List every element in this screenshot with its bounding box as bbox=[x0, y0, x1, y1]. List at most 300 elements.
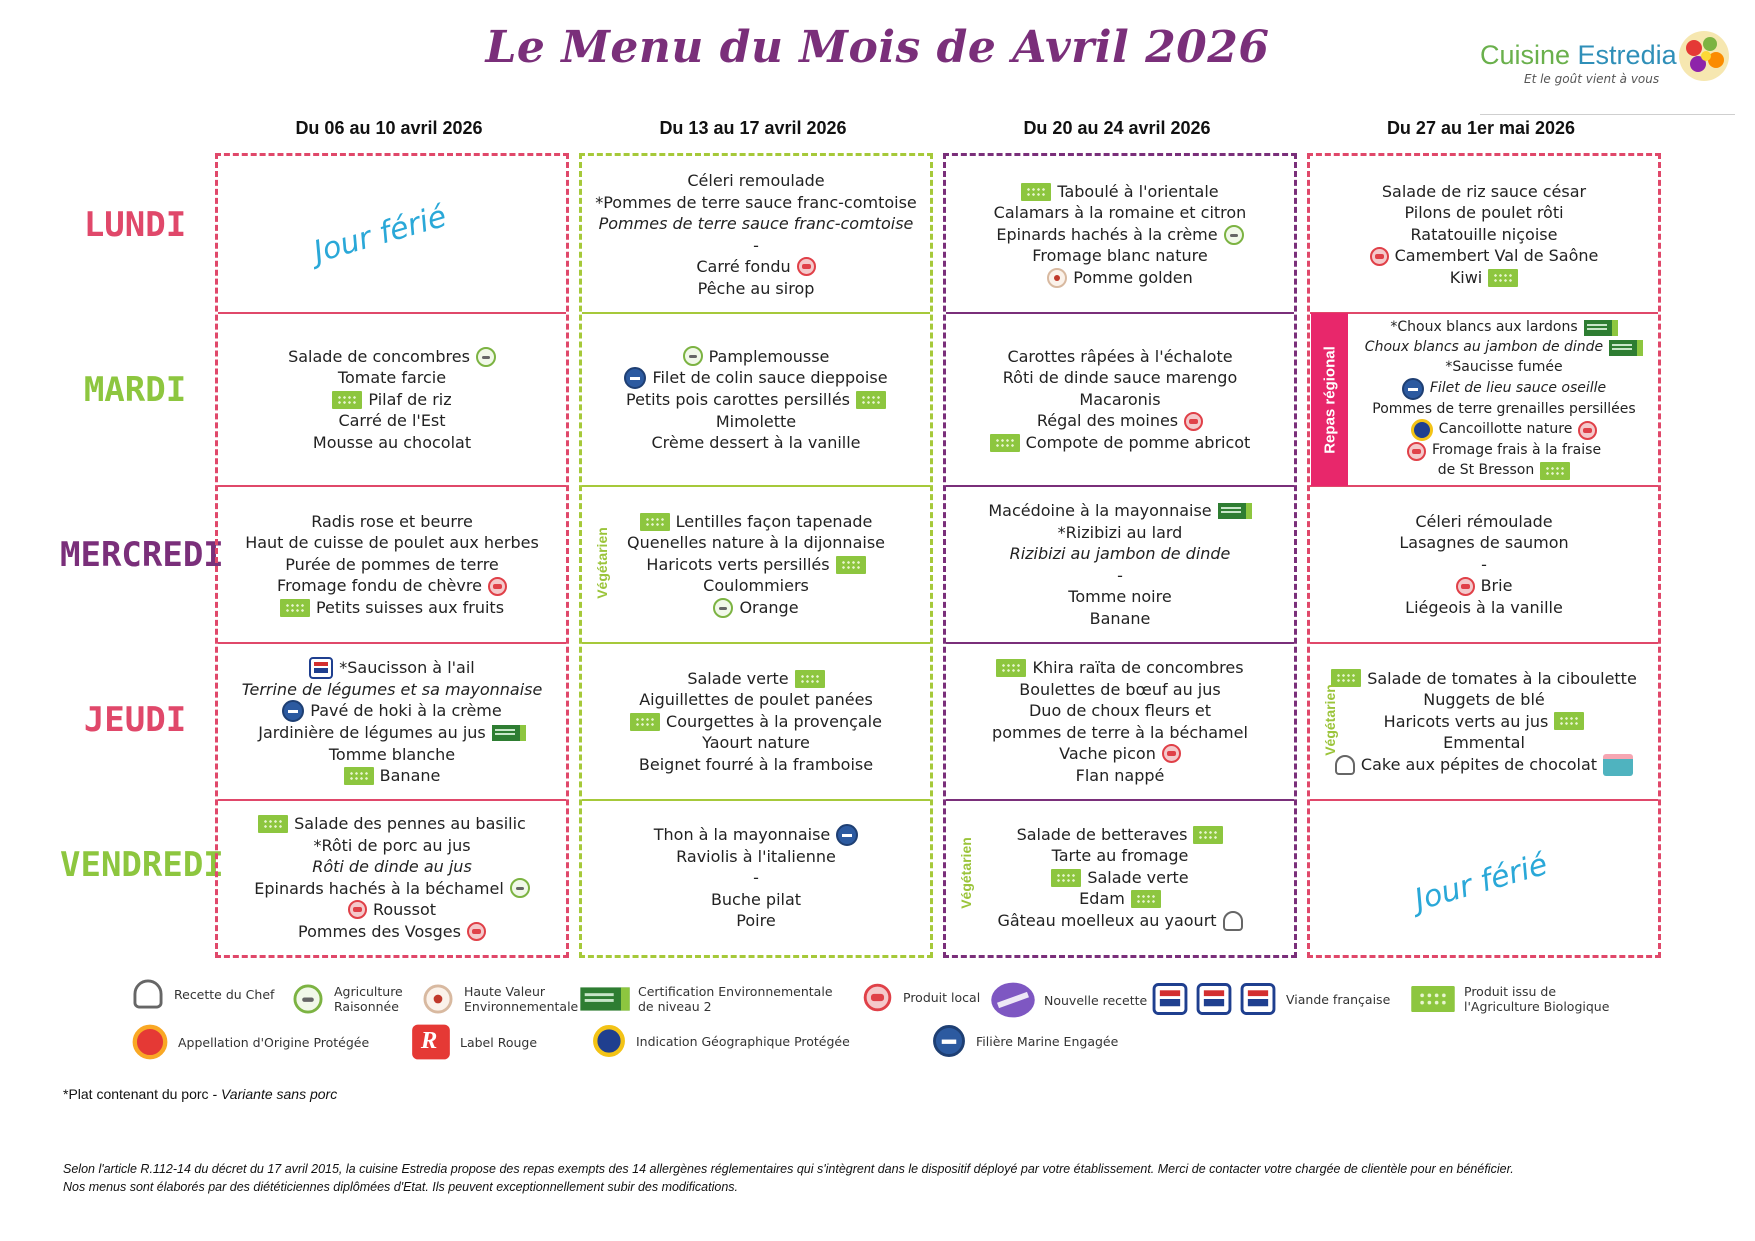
menu-item bbox=[329, 744, 455, 766]
menu-item-label: Beignet fourré à la framboise bbox=[638, 754, 874, 774]
menu-item bbox=[640, 511, 873, 533]
filiere-marine-icon bbox=[624, 367, 646, 389]
menu-item bbox=[676, 846, 836, 868]
menu-item-label: *Saucisson à l'ail bbox=[339, 657, 475, 677]
bio-icon bbox=[258, 815, 288, 833]
menu-item-label: *Rôti de porc au jus bbox=[313, 835, 471, 855]
menu-item bbox=[696, 256, 815, 278]
menu-item-label: Régal des moines bbox=[1036, 411, 1179, 431]
menu-item-label: Calamars à la romaine et citron bbox=[993, 203, 1247, 223]
menu-item-label: Salade des pennes au basilic bbox=[294, 814, 526, 833]
certification-env-icon bbox=[1218, 503, 1252, 519]
menu-item-label: Salade de riz sauce césar bbox=[1381, 181, 1587, 201]
menu-item bbox=[1010, 543, 1231, 565]
menu-item bbox=[1076, 765, 1165, 787]
menu-item-label: Salade verte bbox=[1087, 867, 1189, 887]
menu-cell-w2-mercredi bbox=[582, 486, 930, 643]
menu-item bbox=[344, 765, 441, 787]
legend-item bbox=[590, 1030, 850, 1052]
menu-item-label: - bbox=[753, 868, 759, 887]
menu-item-label: - bbox=[1117, 565, 1123, 585]
week-header-1: Du 06 au 10 avril 2026 bbox=[295, 118, 483, 138]
menu-item-label: Thon à la mayonnaise bbox=[653, 824, 831, 844]
menu-cell-w4-jeudi bbox=[1310, 643, 1658, 800]
day-label-mardi: MARDI bbox=[83, 370, 187, 410]
menu-item bbox=[1335, 754, 1633, 776]
menu-item-label: Salade verte bbox=[687, 668, 789, 688]
menu-cell-w4-lundi bbox=[1310, 156, 1658, 313]
menu-item-label: pommes de terre à la béchamel bbox=[992, 722, 1248, 742]
bio-icon bbox=[836, 556, 866, 574]
filiere-marine-icon bbox=[836, 824, 858, 846]
menu-item bbox=[1481, 554, 1487, 576]
legend-label: Recette du Chef bbox=[174, 986, 275, 1002]
menu-item-label: Camembert Val de Saône bbox=[1394, 246, 1599, 266]
menu-item bbox=[1037, 410, 1203, 432]
menu-item bbox=[1090, 608, 1151, 630]
bio-icon bbox=[1554, 712, 1584, 730]
menu-item bbox=[627, 532, 885, 554]
menu-item-label: Pommes de terre grenailles persillées bbox=[1372, 400, 1636, 417]
menu-item-label: Pommes des Vosges bbox=[298, 921, 461, 941]
certification-env-icon bbox=[1584, 320, 1618, 336]
legend-item bbox=[130, 1030, 369, 1054]
menu-item-label: Fromage fondu de chèvre bbox=[277, 576, 482, 596]
bio-icon bbox=[1021, 183, 1051, 201]
bio-icon bbox=[795, 670, 825, 688]
menu-item bbox=[1456, 575, 1513, 597]
menu-item-label: Poire bbox=[736, 911, 776, 930]
menu-item bbox=[1047, 267, 1193, 289]
menu-item-label: Cancoillotte nature bbox=[1438, 421, 1573, 438]
menu-item-label: Aiguillettes de poulet panées bbox=[639, 690, 873, 710]
menu-item bbox=[280, 597, 504, 619]
menu-item-label: Ratatouille niçoise bbox=[1410, 224, 1558, 244]
menu-item-label: Purée de pommes de terre bbox=[285, 554, 499, 574]
menu-item bbox=[1059, 743, 1181, 765]
bio-icon bbox=[280, 599, 310, 617]
legend-item bbox=[990, 988, 1147, 1012]
menu-item-label: Compote de pomme abricot bbox=[1025, 432, 1251, 452]
bio-icon bbox=[344, 767, 374, 785]
page-title: Le Menu du Mois de Avril 2026 bbox=[485, 22, 1270, 73]
menu-item-label: Filet de lieu sauce oseille bbox=[1429, 379, 1607, 396]
menu-item bbox=[1058, 522, 1183, 544]
menu-item-label: Orange bbox=[739, 597, 799, 617]
menu-item-label: Roussot bbox=[372, 900, 437, 919]
menu-item-label: Fromage blanc nature bbox=[1032, 246, 1208, 266]
produit-local-icon bbox=[1407, 442, 1426, 461]
aop-icon bbox=[133, 1025, 168, 1060]
menu-item bbox=[626, 389, 886, 411]
menu-item bbox=[313, 835, 470, 857]
menu-item-label: Yaourt nature bbox=[702, 733, 810, 753]
menu-item-label: Haricots verts au jus bbox=[1383, 711, 1549, 731]
menu-item bbox=[1445, 358, 1562, 378]
menu-item-label: Taboulé à l'orientale bbox=[1057, 181, 1219, 201]
filiere-marine-icon bbox=[933, 1025, 965, 1057]
legend-label: Certification Environnementale de niveau 2 bbox=[638, 984, 833, 1014]
menu-item bbox=[716, 411, 796, 433]
menu-item bbox=[1068, 586, 1171, 608]
menu-item bbox=[332, 389, 451, 411]
menu-item bbox=[997, 910, 1242, 932]
menu-item-label: Céleri remoulade bbox=[687, 171, 825, 190]
menu-item bbox=[1019, 679, 1220, 701]
menu-item-label: Pommes de terre sauce franc-comtoise bbox=[598, 214, 914, 233]
menu-item bbox=[282, 700, 501, 722]
menu-item-label: Khira raïta de concombres bbox=[1032, 658, 1244, 677]
certification-env-icon bbox=[580, 987, 629, 1010]
week-header-4: Du 27 au 1er mai 2026 bbox=[1386, 118, 1576, 138]
menu-item bbox=[1032, 245, 1207, 267]
legend-label: Nouvelle recette bbox=[1044, 992, 1148, 1008]
menu-item-label: Epinards hachés à la béchamel bbox=[254, 878, 504, 898]
menu-item bbox=[654, 824, 859, 846]
menu-item-label: Salade de betteraves bbox=[1016, 824, 1188, 844]
menu-item bbox=[639, 754, 873, 776]
logo-brand: Cuisine Estredia bbox=[1480, 40, 1677, 70]
menu-item bbox=[1079, 389, 1160, 411]
legend-item bbox=[1410, 984, 1609, 1014]
produit-local-icon bbox=[1370, 247, 1389, 266]
menu-item bbox=[288, 346, 496, 368]
day-label-mercredi: MERCREDI bbox=[60, 535, 224, 575]
indication-geo-icon bbox=[593, 1025, 625, 1057]
indication-geo-icon bbox=[1411, 419, 1433, 441]
cake-icon bbox=[1603, 754, 1633, 776]
menu-item-label: Rôti de dinde au jus bbox=[312, 857, 472, 876]
bio-icon bbox=[1131, 890, 1161, 908]
menu-item-label: *Pommes de terre sauce franc-comtoise bbox=[595, 192, 917, 212]
logo-basket-icon bbox=[1676, 28, 1732, 84]
day-label-jeudi: JEUDI bbox=[83, 700, 187, 740]
menu-item-label: Liégeois à la vanille bbox=[1405, 597, 1563, 617]
menu-item bbox=[996, 657, 1243, 679]
legend-item bbox=[580, 984, 833, 1014]
menu-item-label: *Saucisse fumée bbox=[1445, 358, 1563, 375]
produit-local-icon bbox=[797, 257, 816, 276]
menu-item-label: Nuggets de blé bbox=[1423, 690, 1545, 709]
menu-item-label: Buche pilat bbox=[710, 889, 802, 909]
menu-item bbox=[312, 856, 472, 878]
recette-du-chef-icon bbox=[134, 980, 163, 1009]
produit-local-icon bbox=[348, 900, 367, 919]
menu-cell-w4-mercredi bbox=[1310, 486, 1658, 643]
menu-item bbox=[599, 213, 914, 235]
menu-item-label: Quenelles nature à la dijonnaise bbox=[626, 533, 885, 553]
produit-local-icon bbox=[1184, 412, 1203, 431]
bio-icon bbox=[1488, 269, 1518, 287]
logo bbox=[1480, 24, 1735, 104]
vegetarien-tag-w3-vendredi: Végétarien bbox=[958, 837, 974, 909]
menu-item-label: Epinards hachés à la crème bbox=[996, 224, 1218, 244]
menu-item bbox=[298, 921, 486, 943]
menu-cell-w1-mardi bbox=[218, 313, 566, 486]
haute-valeur-env-icon bbox=[1047, 268, 1067, 288]
legend-label: Viande française bbox=[1286, 991, 1391, 1007]
menu-item-label: Courgettes à la provençale bbox=[666, 711, 882, 731]
menu-item-label: Edam bbox=[1079, 889, 1125, 909]
menu-item bbox=[1021, 181, 1218, 203]
menu-item-label: Coulommiers bbox=[703, 576, 809, 596]
menu-item-label: Kiwi bbox=[1449, 267, 1483, 287]
menu-item-label: *Choux blancs aux lardons bbox=[1390, 319, 1578, 336]
agriculture-raisonnee-icon bbox=[683, 346, 703, 366]
menu-item-label: Mimolette bbox=[715, 411, 797, 431]
menu-item bbox=[1370, 245, 1599, 267]
menu-item-label: Lentilles façon tapenade bbox=[675, 511, 873, 531]
menu-item-label: Pilons de poulet rôti bbox=[1404, 203, 1564, 223]
day-label-vendredi: VENDREDI bbox=[60, 845, 224, 885]
menu-item-label: Petits suisses aux fruits bbox=[315, 597, 505, 617]
menu-item-label: Pavé de hoki à la crème bbox=[310, 701, 502, 721]
menu-item bbox=[736, 910, 775, 932]
menu-item bbox=[992, 722, 1248, 744]
menu-item-label: Pomme golden bbox=[1073, 267, 1193, 287]
agriculture-raisonnee-icon bbox=[713, 598, 733, 618]
menu-item bbox=[1443, 732, 1525, 754]
menu-item-label: de St Bresson bbox=[1437, 462, 1535, 479]
menu-item bbox=[311, 511, 473, 533]
menu-item-label: Gâteau moelleux au yaourt bbox=[997, 910, 1217, 930]
week-header-2: Du 13 au 17 avril 2026 bbox=[659, 118, 847, 138]
menu-item bbox=[1399, 532, 1568, 554]
menu-item-label: Brie bbox=[1480, 576, 1513, 596]
jour-ferie-w1-lundi: Jour férié bbox=[309, 198, 451, 271]
legend-item bbox=[410, 1030, 537, 1054]
menu-item-label: Cake aux pépites de chocolat bbox=[1360, 754, 1598, 774]
menu-item bbox=[1003, 367, 1237, 389]
menu-item-label: Boulettes de bœuf au jus bbox=[1019, 679, 1221, 699]
legend-label: Indication Géographique Protégée bbox=[636, 1033, 850, 1049]
menu-item-label: Céleri rémoulade bbox=[1415, 511, 1553, 531]
menu-item bbox=[1331, 668, 1637, 690]
menu-item-label: Haricots verts persillés bbox=[646, 554, 830, 574]
menu-item bbox=[630, 711, 882, 733]
menu-item-label: Carré fondu bbox=[696, 257, 791, 276]
viande-francaise-icon bbox=[1241, 983, 1276, 1015]
legend-item bbox=[1150, 988, 1390, 1010]
legend-label: Appellation d'Origine Protégée bbox=[178, 1034, 370, 1050]
menu-item bbox=[1079, 888, 1161, 910]
day-label-lundi: LUNDI bbox=[83, 205, 187, 245]
menu-cell-w1-mercredi bbox=[218, 486, 566, 643]
menu-cell-w1-vendredi bbox=[218, 800, 566, 955]
menu-item bbox=[1382, 181, 1586, 203]
menu-item bbox=[1407, 441, 1601, 461]
menu-item bbox=[994, 202, 1247, 224]
menu-item-label: Choux blancs au jambon de dinde bbox=[1364, 338, 1604, 355]
bio-icon bbox=[1411, 986, 1455, 1012]
menu-item bbox=[1007, 346, 1232, 368]
agriculture-raisonnee-icon bbox=[1224, 225, 1244, 245]
agriculture-raisonnee-icon bbox=[510, 878, 530, 898]
bio-icon bbox=[640, 513, 670, 531]
pork-note: *Plat contenant du porc - Variante sans porc bbox=[63, 1086, 338, 1102]
produit-local-icon bbox=[1456, 577, 1475, 596]
produit-local-icon bbox=[864, 984, 892, 1012]
menu-cell-w1-jeudi bbox=[218, 643, 566, 800]
menu-item bbox=[1438, 461, 1570, 481]
menu-item bbox=[1404, 202, 1563, 224]
bio-icon bbox=[990, 434, 1020, 452]
menu-item bbox=[1117, 565, 1123, 587]
menu-item bbox=[1372, 400, 1635, 420]
bio-icon bbox=[996, 659, 1026, 677]
agriculture-raisonnee-icon bbox=[294, 985, 323, 1014]
menu-cell-w3-mardi bbox=[946, 313, 1294, 486]
repas-regional-tag: Repas régional bbox=[1311, 313, 1348, 486]
menu-item bbox=[702, 732, 810, 754]
menu-item-label: Pêche au sirop bbox=[697, 278, 815, 298]
menu-item-label: Radis rose et beurre bbox=[311, 511, 473, 531]
menu-item-label: Rizibizi au jambon de dinde bbox=[1009, 544, 1231, 563]
menu-item-label: Pilaf de riz bbox=[368, 389, 452, 409]
menu-item-label: Carottes râpées à l'échalote bbox=[1007, 346, 1233, 366]
menu-item bbox=[595, 192, 917, 214]
menu-item bbox=[1402, 378, 1606, 400]
filiere-marine-icon bbox=[1402, 378, 1424, 400]
bio-icon bbox=[1540, 462, 1570, 480]
bio-icon bbox=[1193, 826, 1223, 844]
menu-item bbox=[713, 597, 798, 619]
menu-item-label: Raviolis à l'italienne bbox=[676, 846, 836, 866]
disclaimer bbox=[63, 1160, 1703, 1196]
menu-item bbox=[996, 224, 1243, 246]
menu-item-label: Pamplemousse bbox=[708, 346, 830, 366]
menu-item-label: Tomme blanche bbox=[328, 744, 456, 764]
produit-local-icon bbox=[488, 577, 507, 596]
menu-item-label: - bbox=[1481, 554, 1487, 574]
vegetarien-tag-w2-mercredi: Végétarien bbox=[594, 527, 610, 599]
menu-item bbox=[651, 432, 860, 454]
menu-item-label: *Rizibizi au lard bbox=[1057, 522, 1183, 542]
nouvelle-recette-icon bbox=[991, 983, 1035, 1018]
legend-item bbox=[130, 984, 274, 1004]
label-rouge-icon bbox=[412, 1025, 450, 1060]
menu-item-label: Tomme noire bbox=[1068, 587, 1172, 606]
menu-item-label: - bbox=[753, 235, 759, 255]
menu-item bbox=[683, 346, 830, 368]
menu-item-label: Flan nappé bbox=[1075, 765, 1165, 785]
menu-cell-w2-jeudi bbox=[582, 643, 930, 800]
bio-icon bbox=[630, 713, 660, 731]
bio-icon bbox=[1051, 869, 1081, 887]
legend-item bbox=[290, 984, 403, 1014]
viande-francaise-icon bbox=[1197, 983, 1232, 1015]
menu-cell-w3-jeudi bbox=[946, 643, 1294, 800]
menu-item-label: Emmental bbox=[1443, 733, 1525, 752]
logo-tagline: Et le goût vient à vous bbox=[1524, 72, 1660, 86]
menu-item-label: Banane bbox=[379, 766, 441, 785]
legend-item bbox=[420, 984, 578, 1014]
menu-item bbox=[990, 432, 1251, 454]
menu-item bbox=[687, 170, 824, 192]
vegetarien-tag-w4-jeudi: Végétarien bbox=[1322, 684, 1338, 756]
menu-item bbox=[1415, 511, 1552, 533]
bio-icon bbox=[332, 391, 362, 409]
menu-item bbox=[1411, 419, 1598, 441]
jour-ferie-w4-vendredi: Jour férié bbox=[1410, 846, 1552, 919]
menu-item-label: Petits pois carottes persillés bbox=[625, 390, 850, 409]
legend-label: Produit issu de l'Agriculture Biologique bbox=[1464, 984, 1610, 1014]
disclaimer-dieticians: Nos menus sont élaborés par des diététiciennes diplômées d'Etat. Ils peuvent exceptionnellement subir des modifications. bbox=[63, 1180, 738, 1194]
menu-item bbox=[277, 575, 507, 597]
menu-item-label: Lasagnes de saumon bbox=[1399, 533, 1569, 553]
menu-item bbox=[646, 554, 865, 576]
viande-francaise-icon bbox=[1153, 983, 1188, 1015]
menu-item-label: Terrine de légumes et sa mayonnaise bbox=[241, 679, 543, 699]
menu-item bbox=[753, 867, 759, 889]
produit-local-icon bbox=[1578, 421, 1597, 440]
menu-cell-w3-vendredi bbox=[946, 800, 1294, 955]
menu-item bbox=[254, 878, 530, 900]
menu-cell-w3-mercredi bbox=[946, 486, 1294, 643]
recette-du-chef-icon bbox=[1223, 911, 1243, 931]
menu-item bbox=[1423, 689, 1545, 711]
menu-item-label: Vache picon bbox=[1059, 744, 1156, 763]
menu-item bbox=[1384, 711, 1585, 733]
menu-item bbox=[258, 813, 526, 835]
haute-valeur-env-icon bbox=[424, 985, 453, 1014]
legend-item bbox=[860, 988, 980, 1007]
menu-item-label: Rôti de dinde sauce marengo bbox=[1002, 368, 1238, 388]
menu-item bbox=[285, 554, 499, 576]
week-header-3: Du 20 au 24 avril 2026 bbox=[1023, 118, 1211, 138]
menu-item-label: Duo de choux fleurs et bbox=[1028, 701, 1212, 720]
menu-item bbox=[1029, 700, 1211, 722]
legend-label: Filière Marine Engagée bbox=[976, 1033, 1119, 1049]
legend-item bbox=[930, 1030, 1118, 1052]
menu-item-label: Jardinière de légumes au jus bbox=[258, 723, 486, 742]
menu-cell-w3-lundi bbox=[946, 156, 1294, 313]
menu-item-label: Mousse au chocolat bbox=[312, 432, 472, 452]
menu-item-label: Macaronis bbox=[1079, 389, 1161, 409]
menu-item bbox=[1365, 338, 1643, 358]
menu-item bbox=[753, 235, 759, 257]
menu-item bbox=[309, 657, 474, 679]
menu-item bbox=[338, 367, 446, 389]
menu-item-label: Salade de concombres bbox=[288, 346, 470, 366]
legend-label: Produit local bbox=[903, 990, 981, 1005]
filiere-marine-icon bbox=[282, 700, 304, 722]
viande-francaise-icon bbox=[309, 657, 333, 679]
menu-item bbox=[711, 889, 801, 911]
legend-label: Haute Valeur Environnementale bbox=[464, 984, 579, 1014]
menu-item bbox=[703, 575, 809, 597]
menu-item-label: Tomate farcie bbox=[337, 368, 447, 388]
menu-item bbox=[687, 668, 824, 690]
menu-item bbox=[1405, 597, 1563, 619]
menu-item bbox=[1390, 318, 1617, 338]
menu-cell-w2-vendredi bbox=[582, 800, 930, 955]
menu-cell-w4-mardi bbox=[1350, 313, 1658, 486]
menu-item bbox=[639, 689, 873, 711]
menu-item-label: Haut de cuisse de poulet aux herbes bbox=[245, 533, 539, 553]
menu-item bbox=[1017, 824, 1224, 846]
menu-item bbox=[245, 532, 539, 554]
menu-item bbox=[258, 722, 525, 744]
menu-item-label: Carré de l'Est bbox=[338, 411, 446, 431]
menu-item-label: Tarte au fromage bbox=[1051, 846, 1189, 866]
menu-item bbox=[1450, 267, 1518, 289]
menu-item bbox=[1051, 867, 1188, 889]
legend-label: Agriculture Raisonnée bbox=[334, 984, 403, 1014]
menu-item bbox=[313, 432, 471, 454]
disclaimer-allergens: Selon l'article R.112-14 du décret du 17 avril 2015, la cuisine Estredia propose des repas exempts des 14 allergènes réglementaires qui s'intègrent dans le dispositif déployé par votre établissement. Merci de contacter votre chargée de clientèle pour en bénéficier. bbox=[63, 1162, 1514, 1176]
menu-item-label: Banane bbox=[1089, 608, 1151, 628]
